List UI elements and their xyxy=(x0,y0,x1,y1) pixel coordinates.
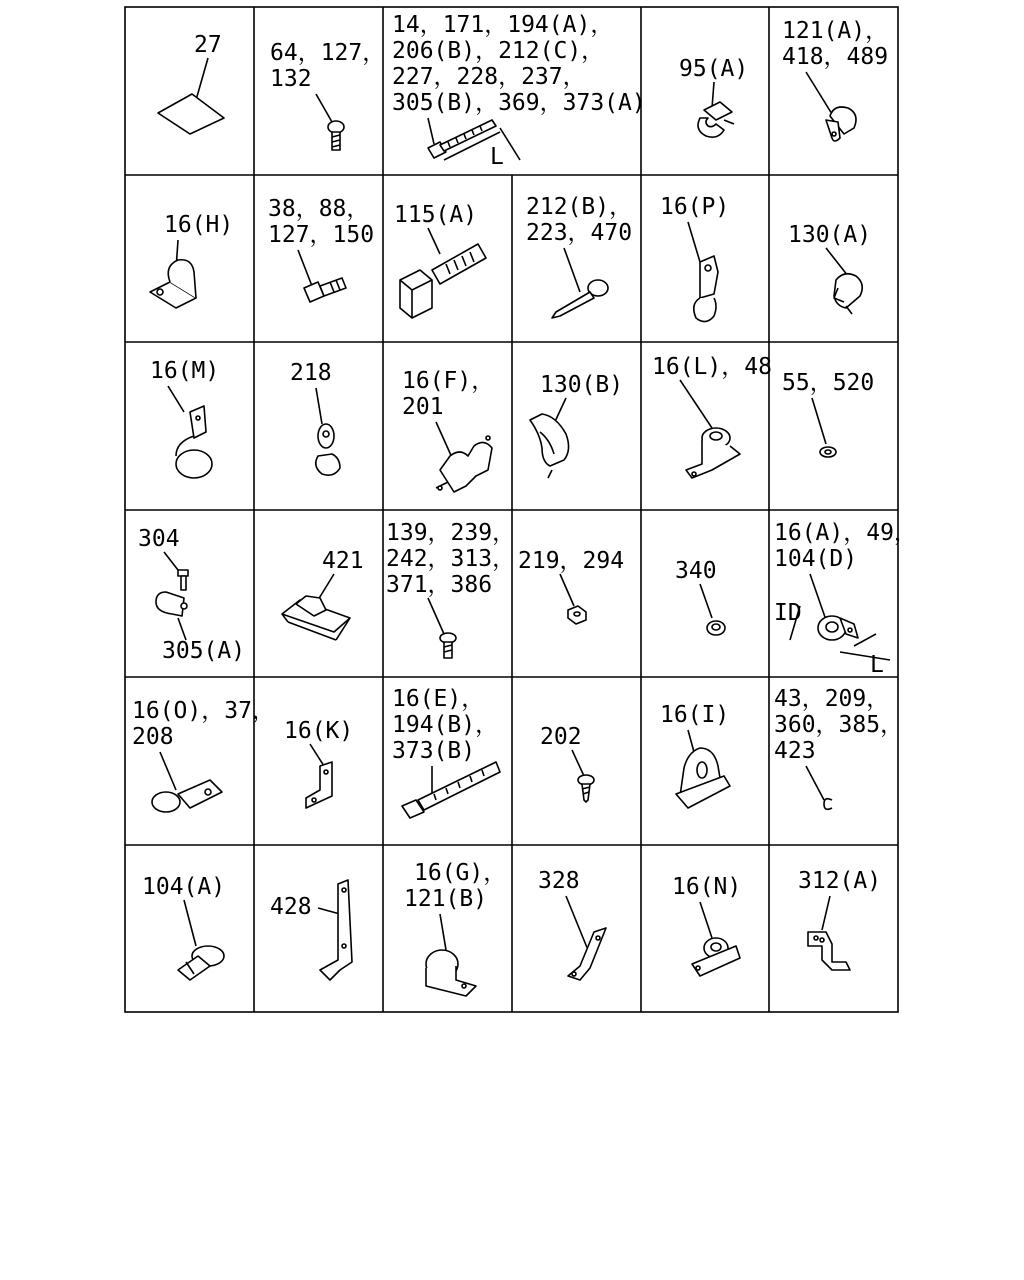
clip-part xyxy=(316,424,340,475)
cell-212B xyxy=(526,194,632,318)
svg-text:305(A): 305(A) xyxy=(162,638,246,664)
cell-421 xyxy=(282,548,364,640)
svg-text:121(A)，418，489: 121(A)， 418，489 xyxy=(782,18,889,70)
bracket-part xyxy=(568,928,606,980)
svg-text:104(A): 104(A) xyxy=(142,874,226,900)
dimension-ID-label: ID xyxy=(774,600,802,626)
cell-312A xyxy=(798,868,881,970)
svg-text:38，88，127，150: 38，88， 127，150 xyxy=(268,196,375,248)
clamp-part xyxy=(150,260,196,308)
nut-part xyxy=(707,621,725,635)
bracket-part xyxy=(320,880,352,980)
cell-38-88 xyxy=(268,196,374,302)
cell-95A xyxy=(679,56,748,137)
cell-340 xyxy=(675,558,725,635)
cell-43-209 xyxy=(774,686,903,809)
svg-text:55，520: 55，520 xyxy=(782,370,875,396)
cell-304-305A xyxy=(138,526,245,664)
svg-text:16(K): 16(K) xyxy=(284,718,354,744)
bracket-part xyxy=(306,762,332,808)
svg-text:27 xyxy=(194,32,222,58)
cell-218 xyxy=(290,360,340,475)
svg-text:64，127，132: 64，127， 132 xyxy=(270,40,386,92)
bracket-part xyxy=(436,436,492,492)
svg-text:16(G)，121(B): 16(G)， 121(B) xyxy=(404,860,507,912)
cell-202 xyxy=(540,724,594,802)
svg-text:16(M): 16(M) xyxy=(150,358,220,384)
cell-55-520 xyxy=(782,370,874,457)
cell-16N xyxy=(672,874,741,976)
svg-text:115(A): 115(A) xyxy=(394,202,478,228)
clip-part xyxy=(530,414,569,478)
grid xyxy=(125,7,898,1012)
cell-16H xyxy=(150,212,233,308)
screw-part xyxy=(178,570,188,590)
cell-16I xyxy=(660,702,730,808)
clamp-part xyxy=(152,780,222,812)
svg-text:16(E)，194(B)，373(B): 16(E)， 194(B)， 373(B) xyxy=(392,686,499,764)
svg-text:219，294: 219，294 xyxy=(518,548,625,574)
cell-115A xyxy=(394,202,486,318)
svg-text:304: 304 xyxy=(138,526,180,552)
cell-27 xyxy=(158,32,224,134)
cell-cable-tie-L xyxy=(392,12,646,170)
dimension-L-label: L xyxy=(490,144,504,170)
cell-219-294 xyxy=(518,548,624,624)
cell-16A xyxy=(774,520,917,678)
cell-16E xyxy=(392,686,500,818)
cell-104A xyxy=(142,874,225,980)
screw-part xyxy=(440,633,456,658)
svg-text:340: 340 xyxy=(675,558,717,584)
clamp-part xyxy=(686,428,740,478)
svg-text:212(B)，223，470: 212(B)， 223，470 xyxy=(526,194,633,246)
svg-text:428: 428 xyxy=(270,894,312,920)
cell-16L xyxy=(652,354,772,478)
svg-text:14，171，194(A)， 206(B)，21: 14，171，194(A)， 206(B)，212(C)， 227，228，237， 305(B)，369，373(A) xyxy=(392,12,646,116)
clamp-part xyxy=(694,256,718,322)
cell-16G xyxy=(404,860,506,996)
cell-139-239 xyxy=(386,520,515,658)
svg-text:218: 218 xyxy=(290,360,332,386)
cell-121A xyxy=(782,18,888,141)
svg-text:L xyxy=(870,652,884,678)
svg-text:16(I): 16(I) xyxy=(660,702,730,728)
svg-text:312(A): 312(A) xyxy=(798,868,882,894)
svg-text:95(A): 95(A) xyxy=(679,56,749,82)
cell-16K xyxy=(284,718,353,808)
svg-text:16(H): 16(H) xyxy=(164,212,234,238)
nut-part xyxy=(568,606,586,624)
cell-16P xyxy=(660,194,729,322)
svg-text:139，239，242，313，371，386: 139，239， 242，313， 371，386 xyxy=(386,520,516,598)
cell-64-127-132 xyxy=(270,40,385,150)
cell-130B xyxy=(530,372,623,478)
nut-part xyxy=(820,447,836,457)
e-ring-part xyxy=(824,799,832,810)
svg-text:16(A)，49，104(D): 16(A)，49， 104(D) xyxy=(774,520,917,572)
clip-part xyxy=(282,596,350,640)
cable-tie-part xyxy=(400,244,486,318)
svg-text:328: 328 xyxy=(538,868,580,894)
bracket-part xyxy=(808,932,850,970)
cable-tie-part xyxy=(402,762,500,818)
svg-text:43，209，360，385，423: 43，209， 360，385， 423 xyxy=(774,686,904,764)
cell-label-line: 27 xyxy=(194,32,222,58)
svg-text:16(P): 16(P) xyxy=(660,194,730,220)
label-sheet-part xyxy=(158,94,224,134)
clamp-part xyxy=(692,938,740,976)
clip-part xyxy=(698,102,734,137)
svg-text:L xyxy=(490,144,504,170)
cell-428 xyxy=(270,880,352,980)
clip-part xyxy=(676,748,730,808)
screw-part xyxy=(328,121,344,150)
svg-text:421: 421 xyxy=(322,548,364,574)
dimension-L-label: L xyxy=(870,652,884,678)
svg-text:16(F)，201: 16(F)， 201 xyxy=(402,368,495,420)
clip-part xyxy=(834,274,862,314)
clamp-part xyxy=(818,616,858,640)
svg-text:16(O)，37，208: 16(O)，37， 208 xyxy=(132,698,275,750)
svg-text:202: 202 xyxy=(540,724,582,750)
svg-text:16(N): 16(N) xyxy=(672,874,742,900)
cell-16F xyxy=(402,368,494,492)
clamp-part xyxy=(426,950,476,996)
clip-part xyxy=(156,592,187,616)
svg-text:130(A): 130(A) xyxy=(788,222,872,248)
svg-text:16(L)，48: 16(L)，48 xyxy=(652,354,772,380)
cell-16M xyxy=(150,358,219,478)
clip-part xyxy=(552,280,608,318)
cell-130A xyxy=(788,222,871,314)
cell-328 xyxy=(538,868,606,980)
clip-part xyxy=(178,946,224,980)
screw-part xyxy=(578,775,594,802)
clamp-part xyxy=(176,406,212,478)
svg-text:130(B): 130(B) xyxy=(540,372,624,398)
